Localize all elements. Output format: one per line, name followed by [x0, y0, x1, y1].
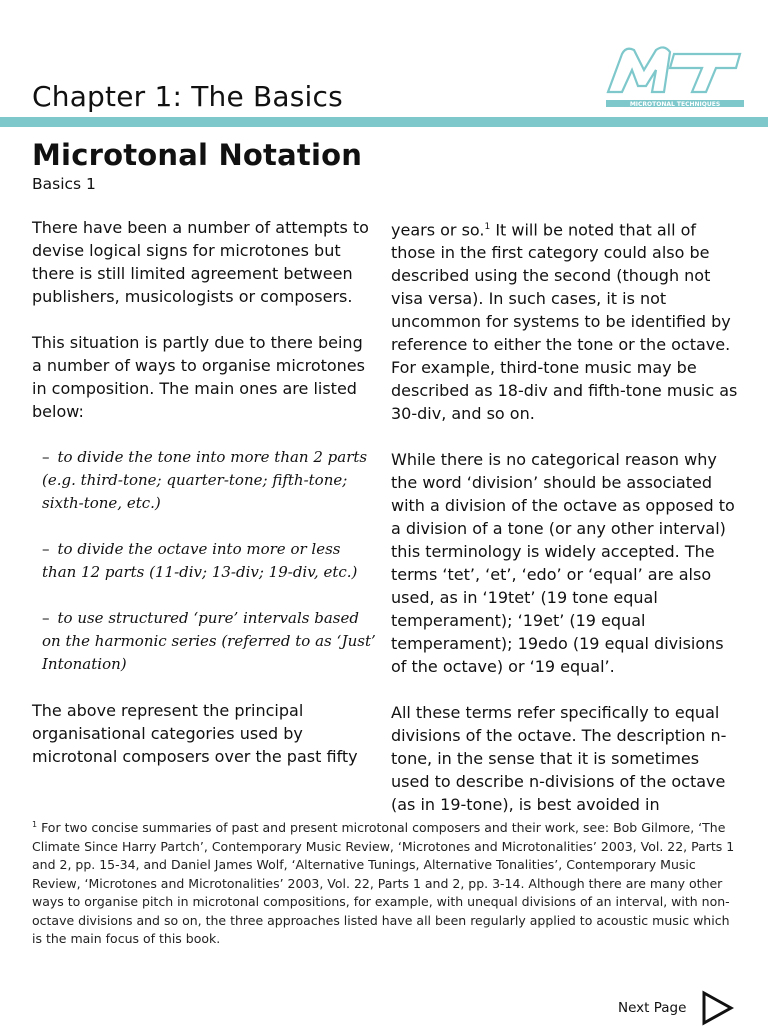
bullet-dash: – — [42, 540, 50, 558]
list-item — [42, 446, 377, 515]
next-page-label: Next Page — [618, 1000, 687, 1016]
list-item — [42, 607, 377, 676]
play-arrow-icon[interactable] — [700, 990, 734, 1026]
bullet-dash: – — [42, 448, 50, 466]
list-item-text: to use structured ‘pure’ intervals based on the harmonic series (referred to as ‘Just’ Intonation) — [42, 609, 376, 673]
chapter-title: Chapter 1: The Basics — [32, 80, 343, 113]
right-column — [391, 216, 741, 839]
logo-tagline: MICROTONAL TECHNIQUES — [629, 101, 721, 108]
footnote-reference[interactable]: 1 — [484, 222, 491, 232]
footnote-marker: 1 — [32, 820, 38, 829]
section-title: Microtonal Notation — [32, 138, 363, 172]
paragraph: The above represent the principal organisational categories used by microtonal composers over the past fifty — [32, 701, 358, 766]
header-divider — [0, 117, 768, 127]
paragraph: This situation is partly due to there being a number of ways to organise microtones in composition. The main ones are listed below: — [32, 333, 365, 421]
bullet-dash: – — [42, 609, 50, 627]
list-item-text: to divide the tone into more than 2 parts (e.g. third-tone; quarter-tone; fifth-tone; sixth-tone, etc.) — [42, 448, 368, 512]
paragraph: There have been a number of attempts to devise logical signs for microtones but there is still limited agreement between publishers, musicologists or composers. — [32, 218, 369, 306]
paragraph: While there is no categorical reason why the word ‘division’ should be associated with a division of the octave as opposed to a division of a tone (or any other interval) this terminology is widely accepted. The terms ‘tet’, ‘et’, ‘edo’ or ‘equal’ are also used, as in ‘19tet’ (19 tone equal temperament); ‘19et’ (19 equal temperament); 19edo (19 equal divisions of the octave) or ‘19 equal’. — [391, 450, 735, 677]
paragraph — [391, 216, 741, 425]
paragraph-rest: It will be noted that all of those in the first category could also be described using the second (though not visa versa). In such cases, it is not uncommon for systems to be identified by reference to either the tone or the octave. For example, third-tone music may be described as 18-div and fifth-tone music as 30-div, and so on. — [391, 220, 738, 424]
left-column — [32, 216, 377, 791]
paragraph-start: years or so. — [391, 220, 485, 240]
list-item-text: to divide the octave into more or less than 12 parts (11-div; 13-div; 19-div, etc.) — [42, 540, 358, 581]
footnote-text: For two concise summaries of past and present microtonal composers and their work, see: Bob Gilmore, ‘The Climate Since Harry Partch’, Contemporary Music Review, ‘Microtones and Microtonalities’ 2003, Vol. 22, Parts 1 and 2, pp. 15-34, and Daniel James Wolf, ‘Alternative Tunings, Alternative Tonalities’, Contemporary Music Review, ‘Microtones and Microtonalities’ 2003, Vol. 22, Parts 1 and 2, pp. 3-14. Although there are many other ways to organise pitch in microtonal compositions, for example, with unequal divisions of an interval, with non-octave divisions and so on, the three approaches listed have all been regularly applied to acoustic music which is the main focus of this book. — [32, 820, 735, 947]
footnote — [32, 816, 738, 949]
paragraph: All these terms refer specifically to equal divisions of the octave. The description n-tone, in the sense that it is sometimes used to describe n-divisions of the octave (as in 19-tone), is best avoided in — [391, 703, 727, 815]
list-item — [42, 538, 377, 584]
mt-logo — [600, 40, 750, 115]
section-subtitle: Basics 1 — [32, 175, 96, 193]
next-page-button[interactable] — [618, 990, 734, 1026]
